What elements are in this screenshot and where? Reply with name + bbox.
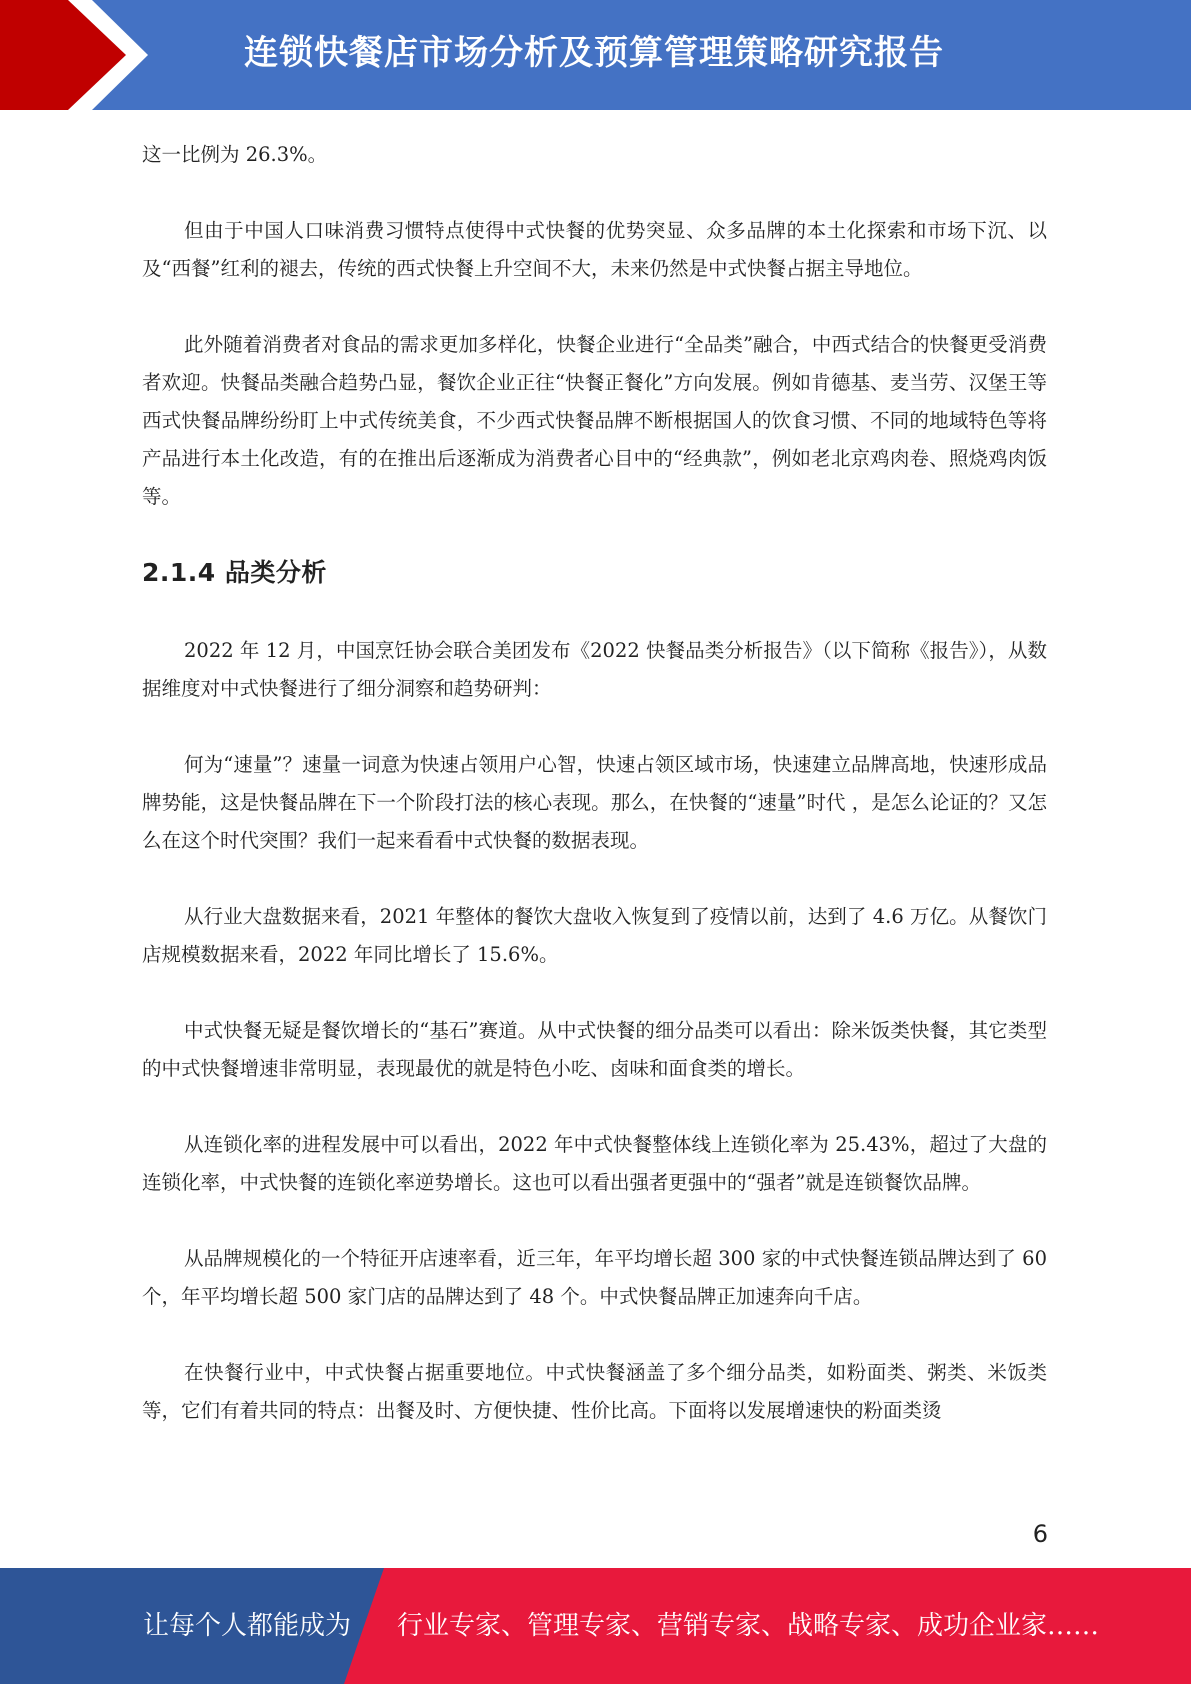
paragraph: 从品牌规模化的一个特征开店速率看，近三年，年平均增长超 300 家的中式快餐连锁品牌达到了 60 个，年平均增长超 500 家门店的品牌达到了 48 个。中式快餐品牌正加速奔向千店。 — [142, 1247, 1047, 1308]
paragraph: 在快餐行业中，中式快餐占据重要地位。中式快餐涵盖了多个细分品类，如粉面类、粥类、米饭类等，它们有着共同的特点：出餐及时、方便快捷、性价比高。下面将以发展增速快的粉面类烫 — [142, 1361, 1047, 1422]
document-body — [142, 136, 1047, 1468]
footer-slogan-right: 行业专家、管理专家、营销专家、战略专家、成功企业家…… — [397, 1611, 1100, 1641]
section-heading: 2.1.4 品类分析 — [142, 558, 327, 587]
footer-bar — [0, 1568, 1191, 1684]
paragraph: 从连锁化率的进程发展中可以看出，2022 年中式快餐整体线上连锁化率为 25.43%，超过了大盘的连锁化率，中式快餐的连锁化率逆势增长。这也可以看出强者更强中的“强者”就是连锁餐饮品牌。 — [142, 1133, 1047, 1194]
paragraph: 中式快餐无疑是餐饮增长的“基石”赛道。从中式快餐的细分品类可以看出：除米饭类快餐，其它类型的中式快餐增速非常明显，表现最优的就是特色小吃、卤味和面食类的增长。 — [142, 1019, 1047, 1080]
paragraph: 但由于中国人口味消费习惯特点使得中式快餐的优势突显、众多品牌的本土化探索和市场下沉、以及“西餐”红利的褪去，传统的西式快餐上升空间不大，未来仍然是中式快餐占据主导地位。 — [142, 219, 1047, 280]
footer-slogan-left: 让每个人都能成为 — [143, 1611, 352, 1641]
page-number: 6 — [1032, 1520, 1048, 1548]
header-red-arrow-decoration — [0, 0, 150, 110]
header-bar — [0, 0, 1191, 110]
paragraph: 2022 年 12 月，中国烹饪协会联合美团发布《2022 快餐品类分析报告》（以下简称《报告》），从数据维度对中式快餐进行了细分洞察和趋势研判： — [142, 639, 1047, 700]
document-title: 连锁快餐店市场分析及预算管理策略研究报告 — [244, 33, 944, 73]
paragraph: 此外随着消费者对食品的需求更加多样化，快餐企业进行“全品类”融合，中西式结合的快餐更受消费者欢迎。快餐品类融合趋势凸显，餐饮企业正往“快餐正餐化”方向发展。例如肯德基、麦当劳、汉堡王等西式快餐品牌纷纷盯上中式传统美食，不少西式快餐品牌不断根据国人的饮食习惯、不同的地域特色等将产品进行本土化改造，有的在推出后逐渐成为消费者心目中的“经典款”，例如老北京鸡肉卷、照烧鸡肉饭等。 — [142, 333, 1047, 508]
paragraph: 何为“速量”？速量一词意为快速占领用户心智，快速占领区域市场，快速建立品牌高地，快速形成品牌势能，这是快餐品牌在下一个阶段打法的核心表现。那么，在快餐的“速量”时代 ，是怎么论证的？又怎么在这个时代突围？我们一起来看看中式快餐的数据表现。 — [142, 753, 1047, 852]
paragraph: 从行业大盘数据来看，2021 年整体的餐饮大盘收入恢复到了疫情以前，达到了 4.6 万亿。从餐饮门店规模数据来看，2022 年同比增长了 15.6%。 — [142, 905, 1047, 966]
paragraph: 这一比例为 26.3%。 — [142, 143, 328, 166]
